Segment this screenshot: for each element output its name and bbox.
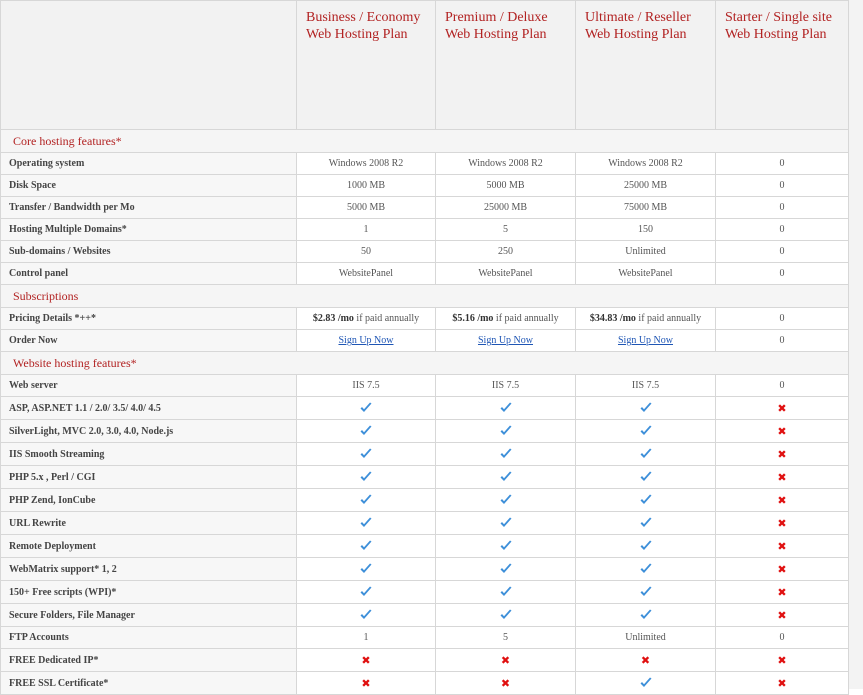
value-cell: 0 (716, 241, 849, 263)
mark-cell (716, 489, 849, 512)
mark-cell (297, 443, 436, 466)
row-label: FREE SSL Certificate* (1, 672, 297, 695)
value-cell: IIS 7.5 (576, 375, 716, 397)
check-icon (639, 540, 653, 551)
price-cell (576, 308, 716, 330)
check-icon (359, 448, 373, 459)
mark-cell (436, 581, 576, 604)
mark-cell (297, 420, 436, 443)
cross-icon: ✖ (361, 676, 371, 690)
mark-cell (297, 535, 436, 558)
value-cell: Unlimited (576, 627, 716, 649)
row-label: Sub-domains / Websites (1, 241, 297, 263)
mark-cell (297, 512, 436, 535)
row-label: Order Now (1, 330, 297, 352)
value-cell: 5000 MB (436, 175, 576, 197)
value-cell: 0 (716, 219, 849, 241)
plan-header-starter: Starter / Single site Web Hosting Plan (716, 1, 849, 130)
value-cell: 50 (297, 241, 436, 263)
plan-header-ultimate: Ultimate / Reseller Web Hosting Plan (576, 1, 716, 130)
sign-up-link[interactable]: Sign Up Now (477, 335, 533, 346)
table-row (1, 375, 849, 397)
check-icon (639, 402, 653, 413)
value-cell: 150 (576, 219, 716, 241)
order-cell (576, 330, 716, 352)
row-label: Remote Deployment (1, 535, 297, 558)
value-cell: 5 (436, 627, 576, 649)
row-label: PHP Zend, IonCube (1, 489, 297, 512)
table-row (1, 219, 849, 241)
table-row (1, 443, 849, 466)
check-icon (499, 402, 513, 413)
check-icon (359, 586, 373, 597)
mark-cell (716, 604, 849, 627)
check-icon (359, 494, 373, 505)
row-label: URL Rewrite (1, 512, 297, 535)
mark-cell (576, 535, 716, 558)
pricing-row (1, 308, 849, 330)
row-label: Control panel (1, 263, 297, 285)
mark-cell (716, 443, 849, 466)
value-cell: 0 (716, 263, 849, 285)
check-icon (359, 540, 373, 551)
row-label: Web server (1, 375, 297, 397)
mark-cell (576, 397, 716, 420)
section-title: Core hosting features* (1, 130, 849, 153)
cross-icon: ✖ (777, 424, 787, 438)
mark-cell (436, 512, 576, 535)
plan-header-row (1, 1, 849, 130)
value-cell: 1 (297, 627, 436, 649)
table-row (1, 466, 849, 489)
check-icon (639, 494, 653, 505)
order-cell-starter: 0 (716, 330, 849, 352)
table-row (1, 175, 849, 197)
value-cell: IIS 7.5 (297, 375, 436, 397)
row-label: Operating system (1, 153, 297, 175)
cross-icon: ✖ (777, 608, 787, 622)
mark-cell (576, 420, 716, 443)
row-label: SilverLight, MVC 2.0, 3.0, 4.0, Node.js (1, 420, 297, 443)
check-icon (499, 563, 513, 574)
mark-cell (716, 649, 849, 672)
check-icon (359, 471, 373, 482)
mark-cell (716, 535, 849, 558)
mark-cell (436, 535, 576, 558)
mark-cell (576, 649, 716, 672)
row-label: FREE Dedicated IP* (1, 649, 297, 672)
value-cell: WebsitePanel (297, 263, 436, 285)
row-label: Transfer / Bandwidth per Mo (1, 197, 297, 219)
row-label: WebMatrix support* 1, 2 (1, 558, 297, 581)
mark-cell (297, 466, 436, 489)
mark-cell (297, 672, 436, 695)
mark-cell (436, 672, 576, 695)
cross-icon: ✖ (500, 653, 511, 667)
check-icon (499, 517, 513, 528)
table-row (1, 489, 849, 512)
price-amount: $34.83 /mo (589, 313, 636, 324)
value-cell: 0 (716, 175, 849, 197)
price-cell-starter: 0 (716, 308, 849, 330)
table-row (1, 397, 849, 420)
cross-icon: ✖ (640, 653, 651, 667)
value-cell: Windows 2008 R2 (576, 153, 716, 175)
row-label: Secure Folders, File Manager (1, 604, 297, 627)
value-cell: 1 (297, 219, 436, 241)
mark-cell (576, 466, 716, 489)
mark-cell (436, 558, 576, 581)
mark-cell (436, 466, 576, 489)
mark-cell (716, 397, 849, 420)
check-icon (359, 402, 373, 413)
cross-icon: ✖ (500, 676, 511, 690)
check-icon (639, 609, 653, 620)
section-title: Website hosting features* (1, 352, 849, 375)
mark-cell (297, 649, 436, 672)
table-row (1, 604, 849, 627)
value-cell: 0 (716, 197, 849, 219)
mark-cell (436, 604, 576, 627)
section-row (1, 285, 849, 308)
check-icon (499, 586, 513, 597)
mark-cell (716, 558, 849, 581)
cross-icon: ✖ (777, 585, 787, 599)
table-row (1, 153, 849, 175)
table-row (1, 512, 849, 535)
mark-cell (576, 558, 716, 581)
value-cell: Windows 2008 R2 (436, 153, 576, 175)
mark-cell (576, 604, 716, 627)
cross-icon: ✖ (777, 676, 787, 690)
mark-cell (576, 512, 716, 535)
table-row (1, 649, 849, 672)
mark-cell (576, 489, 716, 512)
cross-icon: ✖ (777, 539, 787, 553)
row-label: 150+ Free scripts (WPI)* (1, 581, 297, 604)
mark-cell (297, 581, 436, 604)
price-cell (436, 308, 576, 330)
order-cell (297, 330, 436, 352)
mark-cell (436, 420, 576, 443)
mark-cell (436, 649, 576, 672)
value-cell: 0 (716, 375, 849, 397)
vertical-scrollbar[interactable] (849, 0, 863, 689)
check-icon (639, 471, 653, 482)
table-row (1, 197, 849, 219)
row-label: Hosting Multiple Domains* (1, 219, 297, 241)
header-blank-cell (1, 1, 297, 130)
mark-cell (716, 581, 849, 604)
check-icon (499, 425, 513, 436)
cross-icon: ✖ (777, 562, 787, 576)
sign-up-link[interactable]: Sign Up Now (617, 335, 673, 346)
price-amount: $5.16 /mo (452, 313, 494, 324)
table-row (1, 627, 849, 649)
section-title: Subscriptions (1, 285, 849, 308)
cross-icon: ✖ (361, 653, 371, 667)
mark-cell (716, 512, 849, 535)
mark-cell (297, 604, 436, 627)
row-label: ASP, ASP.NET 1.1 / 2.0/ 3.5/ 4.0/ 4.5 (1, 397, 297, 420)
check-icon (359, 517, 373, 528)
value-cell: WebsitePanel (576, 263, 716, 285)
mark-cell (716, 420, 849, 443)
mark-cell (436, 489, 576, 512)
check-icon (499, 448, 513, 459)
price-suffix: if paid annually (638, 313, 702, 324)
check-icon (639, 425, 653, 436)
check-icon (499, 609, 513, 620)
value-cell: 1000 MB (297, 175, 436, 197)
check-icon (639, 586, 653, 597)
check-icon (639, 677, 653, 688)
table-row (1, 420, 849, 443)
mark-cell (436, 397, 576, 420)
check-icon (639, 517, 653, 528)
table-row (1, 558, 849, 581)
cross-icon: ✖ (777, 470, 787, 484)
value-cell: Windows 2008 R2 (297, 153, 436, 175)
value-cell: 75000 MB (576, 197, 716, 219)
mark-cell (716, 672, 849, 695)
plan-header-business: Business / Economy Web Hosting Plan (297, 1, 436, 130)
value-cell: 5 (436, 219, 576, 241)
cross-icon: ✖ (777, 493, 787, 507)
check-icon (639, 563, 653, 574)
table-row (1, 535, 849, 558)
value-cell: 250 (436, 241, 576, 263)
mark-cell (297, 558, 436, 581)
price-suffix: if paid annually (495, 313, 559, 324)
row-label: PHP 5.x , Perl / CGI (1, 466, 297, 489)
value-cell: 25000 MB (436, 197, 576, 219)
check-icon (499, 471, 513, 482)
mark-cell (436, 443, 576, 466)
mark-cell (297, 397, 436, 420)
cross-icon: ✖ (777, 401, 787, 415)
check-icon (639, 448, 653, 459)
value-cell: 5000 MB (297, 197, 436, 219)
price-suffix: if paid annually (356, 313, 420, 324)
cross-icon: ✖ (777, 447, 787, 461)
mark-cell (716, 466, 849, 489)
table-row (1, 581, 849, 604)
price-cell (297, 308, 436, 330)
check-icon (499, 494, 513, 505)
table-row (1, 263, 849, 285)
check-icon (359, 563, 373, 574)
mark-cell (576, 443, 716, 466)
table-row (1, 672, 849, 695)
mark-cell (297, 489, 436, 512)
cross-icon: ✖ (777, 653, 787, 667)
price-amount: $2.83 /mo (312, 313, 354, 324)
row-label: Disk Space (1, 175, 297, 197)
value-cell: 25000 MB (576, 175, 716, 197)
cross-icon: ✖ (777, 516, 787, 530)
section-row (1, 130, 849, 153)
sign-up-link[interactable]: Sign Up Now (338, 335, 394, 346)
row-label: Pricing Details *++* (1, 308, 297, 330)
value-cell: 0 (716, 627, 849, 649)
value-cell: Unlimited (576, 241, 716, 263)
order-row (1, 330, 849, 352)
value-cell: 0 (716, 153, 849, 175)
order-cell (436, 330, 576, 352)
value-cell: WebsitePanel (436, 263, 576, 285)
table-row (1, 241, 849, 263)
check-icon (499, 540, 513, 551)
row-label: IIS Smooth Streaming (1, 443, 297, 466)
mark-cell (576, 672, 716, 695)
row-label: FTP Accounts (1, 627, 297, 649)
check-icon (359, 425, 373, 436)
value-cell: IIS 7.5 (436, 375, 576, 397)
check-icon (359, 609, 373, 620)
plan-header-premium: Premium / Deluxe Web Hosting Plan (436, 1, 576, 130)
mark-cell (576, 581, 716, 604)
section-row (1, 352, 849, 375)
